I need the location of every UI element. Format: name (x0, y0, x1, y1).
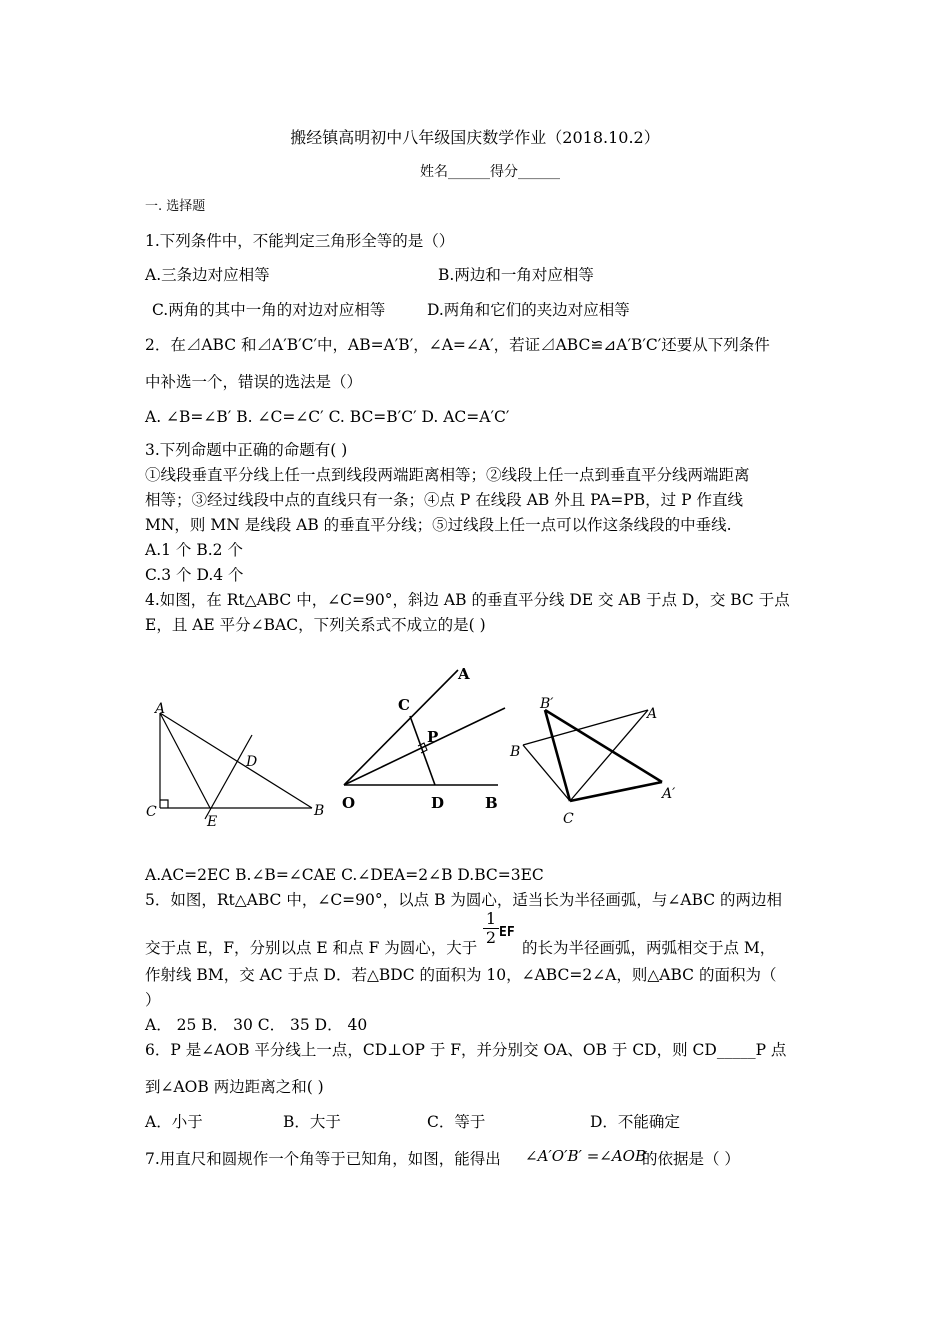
q7-formula: ∠A′O′B′ =∠AOB (525, 1147, 646, 1165)
q1-option-d: D.两角和它们的夹边对应相等 (427, 301, 630, 319)
q1-option-b: B.两边和一角对应相等 (438, 266, 594, 284)
q1-text: 1.下列条件中，不能判定三角形全等的是（） (145, 232, 455, 250)
fraction-variable: EF (499, 925, 515, 940)
page-title: 搬经镇高明初中八年级国庆数学作业（2018.10.2） (290, 128, 660, 147)
q7-text-part1: 7.用直尺和圆规作一个角等于已知角，如图，能得出 (145, 1150, 501, 1168)
label-a: A (647, 706, 658, 722)
perpendicular-bisector-de (205, 735, 252, 819)
label-c: C (398, 696, 410, 714)
q5-options: A． 25 B． 30 C． 35 D． 40 (145, 1016, 368, 1034)
q6-text-line1: 6．P 是∠AOB 平分线上一点，CD⊥OP 于 F，并分别交 OA、OB 于 CD，则 CD_____P 点 (145, 1041, 787, 1059)
label-c: C (563, 811, 574, 827)
segment-ba (523, 710, 648, 745)
q6-option-d: D．不能确定 (590, 1113, 680, 1131)
label-o: O (342, 794, 356, 812)
figure-right-triangle (140, 695, 340, 840)
label-b: B (314, 803, 325, 819)
q5-text-line4: ） (145, 991, 161, 1009)
q1-option-a: A.三条边对应相等 (145, 266, 270, 284)
q6-option-b: B．大于 (283, 1113, 341, 1131)
q3-text: 3.下列命题中正确的命题有( ) (145, 441, 348, 459)
name-score-line: 姓名______得分______ (420, 164, 560, 180)
q5-text-line1: 5．如图，Rt△ABC 中，∠C=90°，以点 B 为圆心，适当长为半径画弧，与∠ABC 的两边相 (145, 891, 783, 909)
label-d: D (431, 794, 445, 812)
q1-option-c: C.两角的其中一角的对边对应相等 (152, 301, 386, 319)
label-b-prime: B′ (540, 696, 554, 712)
q4-text-line2: E，且 AE 平分∠BAC，下列关系式不成立的是( ) (145, 616, 486, 634)
label-a: A (458, 665, 470, 683)
label-e: E (207, 814, 218, 830)
fraction-one-half (483, 910, 499, 947)
q3-options-cd: C.3 个 D.4 个 (145, 566, 244, 584)
label-b: B (485, 794, 498, 812)
q4-options: A.AC=2EC B.∠B=∠CAE C.∠DEA=2∠B D.BC=3EC (145, 866, 544, 884)
fraction-numerator: 1 (483, 910, 499, 929)
q2-options: A. ∠B=∠B′ B. ∠C=∠C′ C. BC=B′C′ D. AC=A′C′ (145, 408, 510, 426)
segment-ab (160, 713, 312, 808)
q5-text-line2-part1: 交于点 E，F，分别以点 E 和点 F 为圆心，大于 (145, 939, 478, 957)
q6-option-c: C．等于 (427, 1113, 486, 1131)
section-heading: 一. 选择题 (145, 199, 206, 214)
label-c: C (146, 804, 157, 820)
label-a: A (155, 701, 166, 717)
q7-text-part2: 的依据是（ ） (642, 1150, 740, 1168)
q6-text-line2: 到∠AOB 两边距离之和( ) (145, 1078, 324, 1096)
fraction-denominator: 2 (485, 928, 497, 947)
label-b: B (510, 744, 521, 760)
right-angle-mark (160, 800, 168, 808)
q2-text-line1: 2．在⊿ABC 和⊿A′B′C′中，AB=A′B′，∠A=∠A′，若证⊿ABC≌⊿A′B′C′还要从下列条件 (145, 336, 770, 354)
figure-two-triangles (505, 690, 690, 830)
q5-text-line3: 作射线 BM，交 AC 于点 D．若△BDC 的面积为 10，∠ABC=2∠A，则△ABC 的面积为（ (145, 966, 777, 984)
segment-ae (160, 713, 210, 808)
q3-statement-line2: 相等；③经过线段中点的直线只有一条；④点 P 在线段 AB 外且 PA=PB，过 P 作直线 (145, 491, 743, 509)
q6-option-a: A．小于 (145, 1113, 203, 1131)
figure-angle-bisector (340, 658, 515, 818)
q5-text-line2-part2: 的长为半径画弧，两弧相交于点 M， (522, 939, 776, 957)
segment-cd (410, 716, 435, 785)
label-a-prime: A′ (662, 786, 676, 802)
ray-oa (344, 670, 458, 785)
q3-statement-line1: ①线段垂直平分线上任一点到线段两端距离相等；②线段上任一点到垂直平分线两端距离 (145, 466, 750, 484)
q3-options-ab: A.1 个 B.2 个 (145, 541, 243, 559)
q4-text-line1: 4.如图，在 Rt△ABC 中，∠C=90°，斜边 AB 的垂直平分线 DE 交 AB 于点 D，交 BC 于点 (145, 591, 790, 609)
label-p: P (427, 728, 439, 746)
q3-statement-line3: MN，则 MN 是线段 AB 的垂直平分线；⑤过线段上任一点可以作这条线段的中垂线. (145, 516, 732, 534)
q2-text-line2: 中补选一个，错误的选法是（） (145, 373, 363, 391)
label-d: D (246, 754, 258, 770)
bisector-op (344, 708, 505, 785)
